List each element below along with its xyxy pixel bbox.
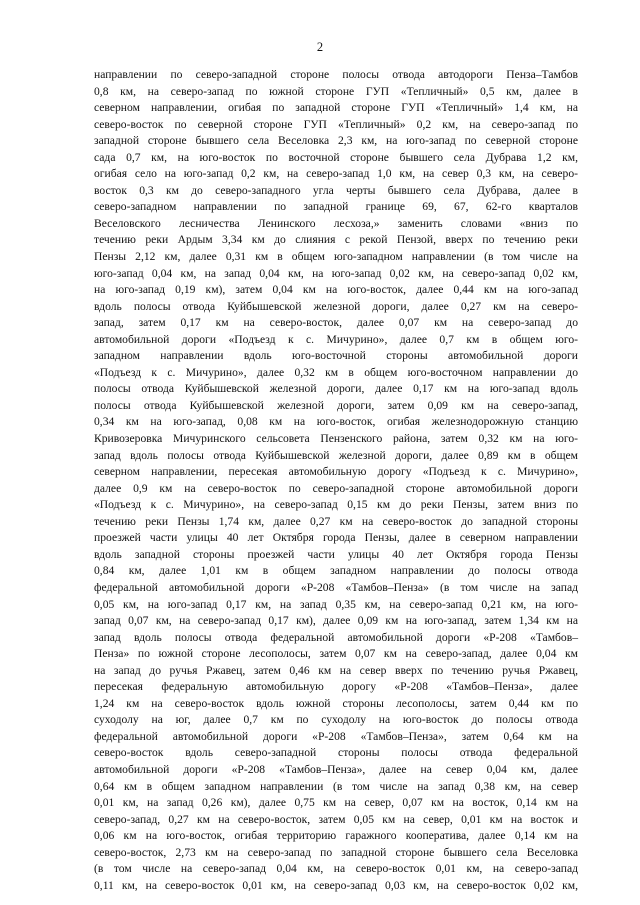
text-line: течению реки Пензы 1,74 км, далее 0,27 км на северо-восток до западной стороны bbox=[94, 514, 578, 528]
body-text bbox=[94, 67, 578, 894]
text-line: северо-восток по северной стороне ГУП «Тепличный» 0,2 км, на северо-запад по bbox=[94, 117, 578, 131]
text-line: 0,11 км, на северо-восток 0,01 км, на северо-запад 0,03 км, на северо-восток 0,02 км, bbox=[94, 878, 578, 892]
text-line: северо-восток, 2,73 км на северо-запад по западной стороне бывшего села Веселовка bbox=[94, 845, 578, 859]
text-line: северо-западном направлении по западной границе 69, 67, 62-го кварталов bbox=[94, 200, 578, 214]
text-line: федеральной автомобильной дороги «Р-208 «Тамбов–Пенза», затем 0,64 км на bbox=[94, 729, 578, 743]
text-line: огибая село на юго-запад 0,2 км, на северо-запад 1,0 км, на север 0,3 км, на северо- bbox=[94, 167, 578, 181]
text-line: западном направлении вдоль юго-восточной стороны автомобильной дороги bbox=[94, 349, 578, 363]
text-line: 0,84 км, далее 1,01 км в общем западном направлении до полосы отвода bbox=[94, 564, 578, 578]
text-line: пересекая федеральную автомобильную дорогу «Р-208 «Тамбов–Пенза», далее bbox=[94, 680, 578, 694]
text-line: полосы отвода Куйбышевской железной дороги, затем 0,09 км на северо-запад, bbox=[94, 398, 578, 412]
page-number: 2 bbox=[316, 40, 324, 54]
text-line: Пенза» по южной стороне лесополосы, затем 0,07 км на северо-запад, далее 0,04 км bbox=[94, 647, 578, 661]
text-line: 0,05 км, на юго-запад 0,17 км, на запад 0,35 км, на северо-запад 0,21 км, на юго- bbox=[94, 597, 578, 611]
text-line: «Подъезд к с. Мичурино», на северо-запад 0,15 км до реки Пензы, затем вниз по bbox=[94, 498, 578, 512]
text-line: (в том числе на северо-запад 0,04 км, на северо-восток 0,01 км, на северо-запад bbox=[94, 862, 578, 876]
text-line: 0,06 км на юго-восток, огибая территорию гаражного кооператива, далее 0,14 км на bbox=[94, 829, 578, 843]
text-line: суходолу на юг, далее 0,7 км по суходолу на юго-восток до полосы отвода bbox=[94, 713, 578, 727]
text-line: течению реки Ардым 3,34 км до слияния с рекой Пензой, вверх по течению реки bbox=[94, 233, 578, 247]
text-line: федеральной автомобильной дороги «Р-208 «Тамбов–Пенза» (в том числе на запад bbox=[94, 580, 578, 594]
text-line: автомобильной дороги «Р-208 «Тамбов–Пенза», далее на север 0,04 км, далее bbox=[94, 762, 578, 776]
text-line: северном направлении, огибая по западной стороне ГУП «Тепличный» 1,4 км, на bbox=[94, 101, 578, 115]
text-line: северном направлении, пересекая автомобильную дорогу «Подъезд к с. Мичурино», bbox=[94, 465, 578, 479]
text-line: автомобильной дороги «Подъезд к с. Мичурино», далее 0,7 км в общем юго- bbox=[94, 332, 578, 346]
text-line: вдоль полосы отвода Куйбышевской железной дороги, далее 0,27 км на северо- bbox=[94, 299, 578, 313]
text-line: 0,8 км, на северо-запад по южной стороне ГУП «Тепличный» 0,5 км, далее в bbox=[94, 84, 578, 98]
text-line: запад, затем 0,17 км на северо-восток, далее 0,07 км на северо-запад до bbox=[94, 316, 578, 330]
text-line: полосы отвода Куйбышевской железной дороги, далее 0,17 км на юго-запад вдоль bbox=[94, 382, 578, 396]
text-line: Кривозеровка Мичуринского сельсовета Пензенского района, затем 0,32 км на юго- bbox=[94, 432, 578, 446]
text-line: вдоль западной стороны проезжей части улицы 40 лет Октября города Пензы bbox=[94, 547, 578, 561]
text-line: 1,24 км на северо-восток вдоль южной стороны лесополосы, затем 0,44 км по bbox=[94, 696, 578, 710]
text-line: 0,01 км, на запад 0,26 км), далее 0,75 км на север, 0,07 км на восток, 0,14 км на bbox=[94, 796, 578, 810]
text-line: Веселовского лесничества Ленинского лесхоза,» заменить словами «вниз по bbox=[94, 216, 578, 230]
text-line: запад вдоль полосы отвода федеральной автомобильной дороги «Р-208 «Тамбов– bbox=[94, 630, 578, 644]
text-line: далее 0,9 км на северо-восток по северо-западной стороне автомобильной дороги bbox=[94, 481, 578, 495]
text-line: на запад до ручья Ржавец, затем 0,46 км на север вверх по течению ручья Ржавец, bbox=[94, 663, 578, 677]
text-line: Пензы 2,12 км, далее 0,31 км в общем юго-западном направлении (в том числе на bbox=[94, 250, 578, 264]
text-line: запад вдоль полосы отвода Куйбышевской железной дороги, далее 0,89 км в общем bbox=[94, 448, 578, 462]
text-line: запад 0,07 км, на северо-запад 0,17 км), далее 0,09 км на юго-запад, затем 1,34 км на bbox=[94, 614, 578, 628]
text-line: направлении по северо-западной стороне полосы отвода автодороги Пенза–Тамбов bbox=[94, 68, 578, 81]
text-line: 0,64 км в общем западном направлении (в том числе на запад 0,38 км, на север bbox=[94, 779, 578, 793]
text-line: северо-запад, 0,27 км на северо-восток, затем 0,05 км на север, 0,01 км на восток и bbox=[94, 812, 578, 826]
text-line: сада 0,7 км, на юго-восток по восточной стороне бывшего села Дубрава 1,2 км, bbox=[94, 150, 578, 164]
text-line: проезжей части улицы 40 лет Октября города Пензы, далее в северном направлении bbox=[94, 531, 578, 545]
text-line: «Подъезд к с. Мичурино», далее 0,32 км в общем юго-восточном направлении до bbox=[94, 365, 578, 379]
text-line: западной стороне бывшего села Веселовка 2,3 км, на юго-запад по северной стороне bbox=[94, 134, 578, 148]
text-line: юго-запад 0,04 км, на запад 0,04 км, на юго-запад 0,02 км, на северо-запад 0,02 км, bbox=[94, 266, 578, 280]
text-line: на юго-запад 0,19 км), затем 0,04 км на юго-восток, далее 0,44 км на юго-запад bbox=[94, 283, 578, 297]
text-line: 0,34 км на юго-запад, 0,08 км на юго-восток, огибая железнодорожную станцию bbox=[94, 415, 578, 429]
text-line: восток 0,3 км до северо-западного угла черты бывшего села Дубрава, далее в bbox=[94, 183, 578, 197]
text-line: северо-восток вдоль северо-западной стороны полосы отвода федеральной bbox=[94, 746, 578, 760]
